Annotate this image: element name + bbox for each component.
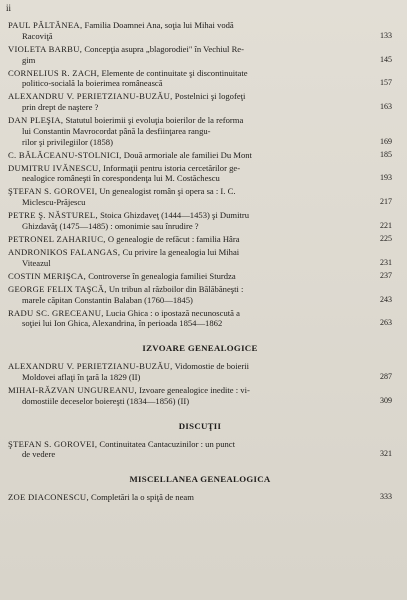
toc-entry-author: C. BĂLĂCEANU-STOLNICI,: [8, 149, 122, 160]
toc-entry: [8, 186, 392, 208]
toc-entry-page-number: 243: [380, 294, 392, 304]
toc-entry-title: Continuitatea Cantacuzinilor : un punct: [97, 438, 235, 449]
toc-entry-author: RADU SC. GRECEANU,: [8, 307, 104, 318]
toc-entry: [8, 308, 392, 330]
toc-entry-page-number: 221: [380, 221, 392, 231]
toc-entry-author: ANDRONIKOS FALANGAS,: [8, 247, 121, 258]
toc-entry: [8, 361, 392, 383]
toc-entry-title-continued: nealogice româneşti în corespondenţa lui M. Costăchescu: [22, 173, 220, 184]
page-number: ii: [6, 3, 12, 13]
toc-group-discutii: [8, 439, 392, 461]
toc-entry-title: Statutul boierimii şi evoluţia boierilor de la reforma: [63, 115, 244, 126]
toc-entry-title: Izvoare genealogice inedite : vi-: [136, 384, 250, 395]
toc-entry-title-continued: domostiile deceselor boiereşti (1834—1856) (II): [22, 395, 190, 406]
toc-entry: [8, 44, 392, 66]
toc-entry: [8, 163, 392, 185]
toc-entry-author: ALEXANDRU V. PERIETZIANU-BUZĂU,: [8, 361, 173, 372]
toc-entry: [8, 210, 392, 232]
toc-entry-author: PETRONEL ZAHARIUC,: [8, 234, 106, 245]
toc-entry-title-continued: soţiei lui Ion Ghica, Alexandrina, în perioada 1854—1862: [22, 318, 223, 329]
toc-entry-title-continued: politico-socială la boierimea românească: [22, 78, 163, 89]
toc-entry-title-continued: rilor şi privilegiilor (1858): [22, 136, 113, 147]
toc-entry: [8, 115, 392, 147]
toc-entry: [8, 284, 392, 306]
toc-entry-page-number: 231: [380, 257, 392, 267]
toc-entry: [8, 150, 392, 161]
toc-entry-page-number: 333: [380, 492, 392, 502]
toc-entry-author: VIOLETA BARBU,: [8, 43, 83, 54]
toc-entry-page-number: 157: [380, 78, 392, 88]
toc-entry-author: MIHAI-RĂZVAN UNGUREANU,: [8, 384, 137, 395]
toc-entry-title: Concepţia asupra „blagorodiei" în Vechiul Re-: [82, 43, 244, 54]
toc-entry: [8, 234, 392, 245]
toc-entry-page-number: 145: [380, 54, 392, 64]
toc-entry-page-number: 217: [380, 197, 392, 207]
toc-entry-page-number: 309: [380, 395, 392, 405]
toc-entry: [8, 68, 392, 90]
toc-entry: [8, 439, 392, 461]
toc-entry-page-number: 321: [380, 449, 392, 459]
toc-entry-author: ŞTEFAN S. GOROVEI,: [8, 438, 98, 449]
toc-entry-title-continued: Ghizdavăţ (1475—1485) : omonimie sau înrudire ?: [22, 221, 199, 232]
toc-entry-title-continued: Viteazul: [22, 257, 51, 268]
toc-entry-title-continued: gim: [22, 54, 36, 65]
toc-group-main: [8, 20, 392, 329]
section-title-miscellanea: MISCELLANEA GENEALOGICA: [129, 474, 271, 485]
toc-entry: [8, 91, 392, 113]
toc-entry-author: DAN PLEŞIA,: [8, 115, 64, 126]
section-title-izvoare: IZVOARE GENEALOGICE: [142, 343, 258, 354]
toc-entry-title: Controverse în genealogia familiei Sturdza: [86, 270, 236, 281]
toc-entry-page-number: 287: [380, 371, 392, 381]
toc-entry-title: O genealogie de refăcut : familia Hâra: [105, 234, 240, 245]
toc-entry-title-continued: de vedere: [22, 449, 56, 460]
toc-entry-title-continued: prin drept de naştere ?: [22, 102, 99, 113]
toc-entry: [8, 271, 392, 282]
toc-entry-title: Completări la o spiţă de neam: [88, 492, 194, 503]
toc-entry: [8, 247, 392, 269]
toc-entry-author: ALEXANDRU V. PERIETZIANU-BUZĂU,: [8, 91, 173, 102]
section-title-discutii: DISCUŢII: [178, 420, 222, 431]
toc-entry-title: Lucia Ghica : o ipostază necunoscută a: [103, 307, 240, 318]
toc-entry: [8, 385, 392, 407]
toc-entry-author: ŞTEFAN S. GOROVEI,: [8, 186, 98, 197]
toc-entry-page-number: 133: [380, 30, 392, 40]
toc-entry-page-number: 193: [380, 173, 392, 183]
toc-entry-title: Vidomostie de boierii: [172, 361, 250, 372]
toc-entry-title: Elemente de continuitate şi discontinuitate: [99, 67, 248, 78]
toc-entry-title: Două armoriale ale familiei Du Mont: [121, 149, 252, 160]
toc-entry-title: Un tribun al războilor din Bălăbăneşti :: [106, 283, 244, 294]
toc-entry-page-number: 237: [380, 270, 392, 280]
toc-group-miscellanea: [8, 492, 392, 503]
toc-entry-title-continued: lui Constantin Mavrocordat până la desfiinţarea rangu-: [22, 125, 211, 136]
toc-entry-author: COSTIN MERIŞCA,: [8, 270, 87, 281]
toc-entry-title: Cu privire la genealogia lui Mihai: [120, 247, 240, 258]
toc-entry-title-continued: marele căpitan Constantin Balaban (1760—1845): [22, 294, 193, 305]
toc-entry-title: Un genealogist român şi opera sa : I. C.: [97, 186, 236, 197]
toc-entry-author: PAUL PĂLTĂNEA,: [8, 20, 83, 30]
toc-entry-page-number: 163: [380, 102, 392, 112]
toc-entry: [8, 20, 392, 42]
toc-entry-title-continued: Moldovei aflaţi în ţară la 1829 (II): [22, 371, 141, 382]
toc-entry-title-continued: Miclescu-Prăjescu: [22, 197, 86, 208]
toc-entry-title-continued: Racoviţă: [22, 30, 53, 41]
toc-entry-author: DUMITRU IVĂNESCU,: [8, 162, 101, 173]
toc-entry-author: PETRE Ş. NĂSTUREL,: [8, 210, 98, 221]
toc-entry-page-number: 225: [380, 234, 392, 244]
toc-entry-page-number: 263: [380, 318, 392, 328]
toc-entry-title: Postelnici şi logofeţi: [172, 91, 246, 102]
toc-group-izvoare: [8, 361, 392, 406]
toc-entry-author: ZOE DIACONESCU,: [8, 492, 89, 503]
toc-entry-title: Stoica Ghizdaveţ (1444—1453) şi Dumitru: [97, 210, 250, 221]
toc-entry: [8, 492, 392, 503]
toc-entry-title: Familia Doamnei Ana, soţia lui Mihai vodă: [82, 20, 234, 30]
toc-entry-page-number: 185: [380, 149, 392, 159]
toc-entry-author: CORNELIUS R. ZACH,: [8, 67, 100, 78]
toc-entry-title: Informaţii pentru istoria cercetărilor ge-: [100, 162, 241, 173]
toc-entry-author: GEORGE FELIX TAŞCĂ,: [8, 283, 107, 294]
table-of-contents: [8, 20, 392, 505]
toc-entry-page-number: 169: [380, 136, 392, 146]
